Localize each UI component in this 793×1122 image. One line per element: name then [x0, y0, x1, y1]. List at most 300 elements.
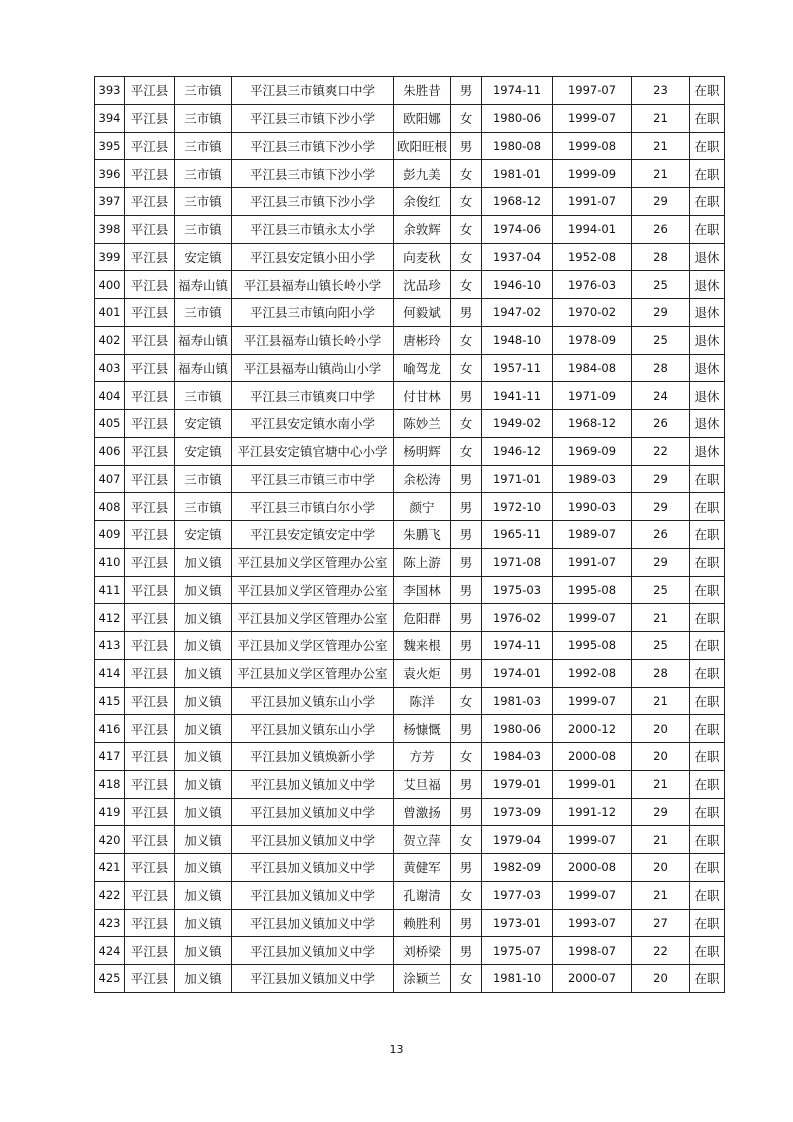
cell-county: 平江县	[125, 132, 175, 160]
cell-work-start-date: 1971-09	[553, 382, 632, 410]
cell-teacher-name: 陈洋	[394, 687, 451, 715]
cell-work-start-date: 1994-01	[553, 215, 632, 243]
cell-row-index: 423	[95, 909, 125, 937]
cell-birth-date: 1946-10	[482, 271, 553, 299]
cell-school: 平江县三市镇下沙小学	[232, 188, 394, 216]
cell-status: 在职	[690, 132, 725, 160]
cell-school: 平江县加义学区管理办公室	[232, 659, 394, 687]
cell-row-index: 418	[95, 770, 125, 798]
cell-county: 平江县	[125, 548, 175, 576]
table-body	[95, 77, 725, 993]
cell-school: 平江县安定镇官塘中心小学	[232, 437, 394, 465]
cell-row-index: 406	[95, 437, 125, 465]
cell-county: 平江县	[125, 188, 175, 216]
cell-teacher-name: 朱鹏飞	[394, 521, 451, 549]
cell-work-start-date: 1995-08	[553, 632, 632, 660]
cell-row-index: 403	[95, 354, 125, 382]
cell-county: 平江县	[125, 687, 175, 715]
cell-teacher-name: 赖胜利	[394, 909, 451, 937]
cell-teacher-name: 欧阳娜	[394, 104, 451, 132]
cell-gender: 女	[451, 104, 482, 132]
cell-gender: 男	[451, 632, 482, 660]
cell-work-start-date: 1978-09	[553, 326, 632, 354]
cell-county: 平江县	[125, 104, 175, 132]
cell-gender: 男	[451, 854, 482, 882]
cell-status: 在职	[690, 215, 725, 243]
cell-gender: 男	[451, 493, 482, 521]
cell-birth-date: 1949-02	[482, 410, 553, 438]
cell-town: 三市镇	[175, 299, 232, 327]
cell-status: 在职	[690, 160, 725, 188]
cell-birth-date: 1974-11	[482, 77, 553, 105]
cell-town: 加义镇	[175, 826, 232, 854]
cell-row-index: 407	[95, 465, 125, 493]
cell-birth-date: 1965-11	[482, 521, 553, 549]
cell-county: 平江县	[125, 909, 175, 937]
table-row	[95, 937, 725, 965]
cell-row-index: 413	[95, 632, 125, 660]
cell-years-of-service: 21	[632, 770, 690, 798]
cell-teacher-name: 陈妙兰	[394, 410, 451, 438]
cell-work-start-date: 1991-07	[553, 188, 632, 216]
cell-school: 平江县加义镇加义中学	[232, 770, 394, 798]
table-row	[95, 326, 725, 354]
cell-years-of-service: 21	[632, 881, 690, 909]
cell-town: 加义镇	[175, 881, 232, 909]
cell-work-start-date: 1998-07	[553, 937, 632, 965]
cell-school: 平江县三市镇下沙小学	[232, 160, 394, 188]
cell-school: 平江县安定镇水南小学	[232, 410, 394, 438]
cell-town: 加义镇	[175, 604, 232, 632]
cell-work-start-date: 1969-09	[553, 437, 632, 465]
cell-town: 安定镇	[175, 410, 232, 438]
cell-town: 加义镇	[175, 965, 232, 993]
table-row	[95, 826, 725, 854]
cell-work-start-date: 1999-07	[553, 687, 632, 715]
cell-status: 在职	[690, 548, 725, 576]
cell-town: 加义镇	[175, 854, 232, 882]
cell-birth-date: 1971-08	[482, 548, 553, 576]
cell-row-index: 417	[95, 743, 125, 771]
cell-status: 退休	[690, 410, 725, 438]
table-row	[95, 299, 725, 327]
cell-town: 加义镇	[175, 548, 232, 576]
cell-birth-date: 1979-01	[482, 770, 553, 798]
cell-birth-date: 1984-03	[482, 743, 553, 771]
cell-work-start-date: 2000-08	[553, 854, 632, 882]
cell-work-start-date: 1992-08	[553, 659, 632, 687]
cell-status: 在职	[690, 465, 725, 493]
cell-work-start-date: 1999-01	[553, 770, 632, 798]
cell-teacher-name: 黄健军	[394, 854, 451, 882]
cell-status: 在职	[690, 493, 725, 521]
cell-county: 平江县	[125, 965, 175, 993]
cell-birth-date: 1980-06	[482, 104, 553, 132]
cell-birth-date: 1972-10	[482, 493, 553, 521]
cell-town: 三市镇	[175, 104, 232, 132]
cell-school: 平江县加义镇加义中学	[232, 909, 394, 937]
cell-teacher-name: 贺立萍	[394, 826, 451, 854]
cell-work-start-date: 1952-08	[553, 243, 632, 271]
cell-gender: 男	[451, 909, 482, 937]
table-row	[95, 604, 725, 632]
table-row	[95, 909, 725, 937]
cell-row-index: 412	[95, 604, 125, 632]
cell-school: 平江县三市镇向阳小学	[232, 299, 394, 327]
cell-school: 平江县安定镇小田小学	[232, 243, 394, 271]
cell-teacher-name: 彭九美	[394, 160, 451, 188]
cell-status: 在职	[690, 604, 725, 632]
cell-work-start-date: 1999-07	[553, 826, 632, 854]
cell-county: 平江县	[125, 937, 175, 965]
cell-teacher-name: 方芳	[394, 743, 451, 771]
cell-town: 加义镇	[175, 687, 232, 715]
cell-school: 平江县加义学区管理办公室	[232, 548, 394, 576]
cell-row-index: 397	[95, 188, 125, 216]
cell-years-of-service: 29	[632, 299, 690, 327]
cell-town: 福寿山镇	[175, 271, 232, 299]
cell-town: 加义镇	[175, 937, 232, 965]
table-row	[95, 132, 725, 160]
cell-gender: 女	[451, 215, 482, 243]
cell-gender: 男	[451, 576, 482, 604]
cell-row-index: 400	[95, 271, 125, 299]
cell-school: 平江县福寿山镇尚山小学	[232, 354, 394, 382]
cell-years-of-service: 21	[632, 104, 690, 132]
cell-years-of-service: 21	[632, 687, 690, 715]
cell-row-index: 409	[95, 521, 125, 549]
cell-county: 平江县	[125, 770, 175, 798]
cell-teacher-name: 杨慷慨	[394, 715, 451, 743]
cell-teacher-name: 欧阳旺根	[394, 132, 451, 160]
cell-years-of-service: 27	[632, 909, 690, 937]
cell-town: 加义镇	[175, 798, 232, 826]
cell-years-of-service: 20	[632, 715, 690, 743]
cell-status: 在职	[690, 659, 725, 687]
cell-birth-date: 1975-07	[482, 937, 553, 965]
table-row	[95, 743, 725, 771]
cell-years-of-service: 26	[632, 215, 690, 243]
cell-teacher-name: 危阳群	[394, 604, 451, 632]
cell-status: 退休	[690, 299, 725, 327]
cell-work-start-date: 1997-07	[553, 77, 632, 105]
cell-status: 在职	[690, 687, 725, 715]
cell-status: 在职	[690, 188, 725, 216]
cell-gender: 男	[451, 521, 482, 549]
cell-teacher-name: 唐彬玲	[394, 326, 451, 354]
cell-gender: 男	[451, 770, 482, 798]
cell-years-of-service: 25	[632, 632, 690, 660]
table-row	[95, 160, 725, 188]
cell-county: 平江县	[125, 382, 175, 410]
cell-county: 平江县	[125, 271, 175, 299]
cell-status: 退休	[690, 243, 725, 271]
cell-county: 平江县	[125, 604, 175, 632]
cell-birth-date: 1982-09	[482, 854, 553, 882]
cell-row-index: 394	[95, 104, 125, 132]
cell-birth-date: 1974-11	[482, 632, 553, 660]
cell-status: 退休	[690, 354, 725, 382]
cell-work-start-date: 1989-07	[553, 521, 632, 549]
cell-teacher-name: 向麦秋	[394, 243, 451, 271]
cell-teacher-name: 余松涛	[394, 465, 451, 493]
cell-years-of-service: 20	[632, 965, 690, 993]
table-row	[95, 215, 725, 243]
cell-county: 平江县	[125, 299, 175, 327]
cell-row-index: 398	[95, 215, 125, 243]
table-row	[95, 354, 725, 382]
cell-school: 平江县加义镇加义中学	[232, 826, 394, 854]
cell-school: 平江县三市镇三市中学	[232, 465, 394, 493]
table-row	[95, 687, 725, 715]
cell-row-index: 401	[95, 299, 125, 327]
cell-school: 平江县加义镇加义中学	[232, 937, 394, 965]
cell-row-index: 396	[95, 160, 125, 188]
cell-county: 平江县	[125, 77, 175, 105]
cell-school: 平江县三市镇永太小学	[232, 215, 394, 243]
cell-work-start-date: 1999-07	[553, 881, 632, 909]
cell-work-start-date: 1970-02	[553, 299, 632, 327]
cell-work-start-date: 2000-12	[553, 715, 632, 743]
cell-row-index: 415	[95, 687, 125, 715]
cell-work-start-date: 1991-12	[553, 798, 632, 826]
cell-row-index: 405	[95, 410, 125, 438]
cell-county: 平江县	[125, 798, 175, 826]
cell-county: 平江县	[125, 743, 175, 771]
cell-town: 加义镇	[175, 576, 232, 604]
cell-birth-date: 1946-12	[482, 437, 553, 465]
cell-row-index: 414	[95, 659, 125, 687]
cell-birth-date: 1957-11	[482, 354, 553, 382]
cell-birth-date: 1979-04	[482, 826, 553, 854]
cell-birth-date: 1948-10	[482, 326, 553, 354]
cell-county: 平江县	[125, 854, 175, 882]
cell-work-start-date: 1989-03	[553, 465, 632, 493]
cell-county: 平江县	[125, 243, 175, 271]
cell-county: 平江县	[125, 437, 175, 465]
cell-status: 在职	[690, 770, 725, 798]
table-row	[95, 659, 725, 687]
cell-work-start-date: 1999-08	[553, 132, 632, 160]
cell-status: 在职	[690, 521, 725, 549]
cell-school: 平江县加义镇加义中学	[232, 965, 394, 993]
cell-teacher-name: 朱胜昔	[394, 77, 451, 105]
cell-row-index: 399	[95, 243, 125, 271]
cell-county: 平江县	[125, 465, 175, 493]
cell-teacher-name: 何毅斌	[394, 299, 451, 327]
cell-row-index: 422	[95, 881, 125, 909]
table-row	[95, 632, 725, 660]
cell-birth-date: 1981-03	[482, 687, 553, 715]
cell-birth-date: 1937-04	[482, 243, 553, 271]
cell-row-index: 395	[95, 132, 125, 160]
cell-status: 在职	[690, 826, 725, 854]
cell-years-of-service: 29	[632, 798, 690, 826]
cell-years-of-service: 26	[632, 410, 690, 438]
cell-teacher-name: 孔谢清	[394, 881, 451, 909]
cell-town: 加义镇	[175, 659, 232, 687]
cell-school: 平江县加义学区管理办公室	[232, 632, 394, 660]
cell-town: 三市镇	[175, 215, 232, 243]
cell-status: 在职	[690, 715, 725, 743]
cell-years-of-service: 28	[632, 354, 690, 382]
cell-gender: 女	[451, 243, 482, 271]
cell-row-index: 425	[95, 965, 125, 993]
cell-county: 平江县	[125, 326, 175, 354]
cell-school: 平江县加义镇加义中学	[232, 854, 394, 882]
table-row	[95, 965, 725, 993]
cell-gender: 男	[451, 77, 482, 105]
cell-status: 在职	[690, 965, 725, 993]
cell-years-of-service: 29	[632, 493, 690, 521]
cell-county: 平江县	[125, 632, 175, 660]
cell-school: 平江县安定镇安定中学	[232, 521, 394, 549]
cell-status: 在职	[690, 798, 725, 826]
cell-years-of-service: 21	[632, 132, 690, 160]
cell-work-start-date: 1999-09	[553, 160, 632, 188]
cell-birth-date: 1974-06	[482, 215, 553, 243]
cell-gender: 男	[451, 715, 482, 743]
cell-row-index: 404	[95, 382, 125, 410]
cell-teacher-name: 余敦辉	[394, 215, 451, 243]
cell-gender: 男	[451, 659, 482, 687]
cell-years-of-service: 22	[632, 937, 690, 965]
cell-birth-date: 1975-03	[482, 576, 553, 604]
cell-birth-date: 1973-09	[482, 798, 553, 826]
cell-school: 平江县加义学区管理办公室	[232, 604, 394, 632]
table-row	[95, 465, 725, 493]
cell-school: 平江县三市镇下沙小学	[232, 104, 394, 132]
cell-row-index: 421	[95, 854, 125, 882]
cell-years-of-service: 25	[632, 326, 690, 354]
cell-years-of-service: 21	[632, 604, 690, 632]
cell-town: 加义镇	[175, 632, 232, 660]
table-row	[95, 521, 725, 549]
cell-teacher-name: 喻驾龙	[394, 354, 451, 382]
cell-school: 平江县三市镇白尔小学	[232, 493, 394, 521]
table-row	[95, 271, 725, 299]
cell-work-start-date: 2000-08	[553, 743, 632, 771]
cell-birth-date: 1941-11	[482, 382, 553, 410]
cell-status: 退休	[690, 326, 725, 354]
cell-county: 平江县	[125, 493, 175, 521]
cell-teacher-name: 颜宁	[394, 493, 451, 521]
cell-town: 三市镇	[175, 132, 232, 160]
cell-status: 在职	[690, 104, 725, 132]
cell-teacher-name: 魏来根	[394, 632, 451, 660]
cell-town: 三市镇	[175, 160, 232, 188]
cell-town: 加义镇	[175, 909, 232, 937]
cell-county: 平江县	[125, 410, 175, 438]
cell-town: 加义镇	[175, 715, 232, 743]
cell-teacher-name: 杨明辉	[394, 437, 451, 465]
cell-teacher-name: 袁火炬	[394, 659, 451, 687]
cell-teacher-name: 陈上游	[394, 548, 451, 576]
cell-years-of-service: 25	[632, 576, 690, 604]
cell-teacher-name: 艾旦福	[394, 770, 451, 798]
table-row	[95, 881, 725, 909]
cell-county: 平江县	[125, 521, 175, 549]
cell-town: 三市镇	[175, 465, 232, 493]
cell-birth-date: 1976-02	[482, 604, 553, 632]
cell-row-index: 408	[95, 493, 125, 521]
cell-row-index: 420	[95, 826, 125, 854]
table-row	[95, 243, 725, 271]
cell-row-index: 411	[95, 576, 125, 604]
cell-status: 在职	[690, 576, 725, 604]
table-row	[95, 576, 725, 604]
cell-status: 在职	[690, 881, 725, 909]
table-row	[95, 854, 725, 882]
teacher-roster-table	[94, 76, 725, 993]
cell-birth-date: 1974-01	[482, 659, 553, 687]
cell-status: 在职	[690, 743, 725, 771]
cell-row-index: 424	[95, 937, 125, 965]
cell-gender: 女	[451, 271, 482, 299]
cell-gender: 男	[451, 382, 482, 410]
cell-work-start-date: 1999-07	[553, 104, 632, 132]
cell-school: 平江县三市镇下沙小学	[232, 132, 394, 160]
cell-row-index: 402	[95, 326, 125, 354]
table-row	[95, 548, 725, 576]
table-row	[95, 715, 725, 743]
cell-gender: 女	[451, 410, 482, 438]
cell-gender: 女	[451, 687, 482, 715]
cell-gender: 男	[451, 937, 482, 965]
cell-town: 三市镇	[175, 77, 232, 105]
cell-town: 三市镇	[175, 382, 232, 410]
cell-town: 三市镇	[175, 493, 232, 521]
cell-birth-date: 1981-10	[482, 965, 553, 993]
table-row	[95, 77, 725, 105]
cell-years-of-service: 20	[632, 743, 690, 771]
cell-status: 在职	[690, 632, 725, 660]
cell-status: 退休	[690, 271, 725, 299]
cell-years-of-service: 24	[632, 382, 690, 410]
cell-gender: 女	[451, 354, 482, 382]
cell-gender: 男	[451, 604, 482, 632]
cell-years-of-service: 29	[632, 548, 690, 576]
cell-gender: 女	[451, 881, 482, 909]
cell-years-of-service: 25	[632, 271, 690, 299]
cell-work-start-date: 1990-03	[553, 493, 632, 521]
cell-birth-date: 1981-01	[482, 160, 553, 188]
cell-row-index: 419	[95, 798, 125, 826]
cell-work-start-date: 1995-08	[553, 576, 632, 604]
cell-years-of-service: 23	[632, 77, 690, 105]
cell-birth-date: 1980-06	[482, 715, 553, 743]
cell-school: 平江县福寿山镇长岭小学	[232, 271, 394, 299]
cell-school: 平江县加义镇东山小学	[232, 715, 394, 743]
cell-work-start-date: 1976-03	[553, 271, 632, 299]
cell-gender: 男	[451, 465, 482, 493]
cell-gender: 男	[451, 548, 482, 576]
cell-gender: 女	[451, 437, 482, 465]
cell-teacher-name: 曾激扬	[394, 798, 451, 826]
cell-status: 退休	[690, 382, 725, 410]
cell-teacher-name: 李国林	[394, 576, 451, 604]
cell-town: 福寿山镇	[175, 326, 232, 354]
cell-town: 安定镇	[175, 437, 232, 465]
cell-town: 安定镇	[175, 243, 232, 271]
cell-status: 在职	[690, 77, 725, 105]
cell-years-of-service: 29	[632, 188, 690, 216]
cell-teacher-name: 涂颖兰	[394, 965, 451, 993]
cell-school: 平江县加义镇焕新小学	[232, 743, 394, 771]
cell-birth-date: 1968-12	[482, 188, 553, 216]
cell-birth-date: 1973-01	[482, 909, 553, 937]
cell-status: 在职	[690, 937, 725, 965]
